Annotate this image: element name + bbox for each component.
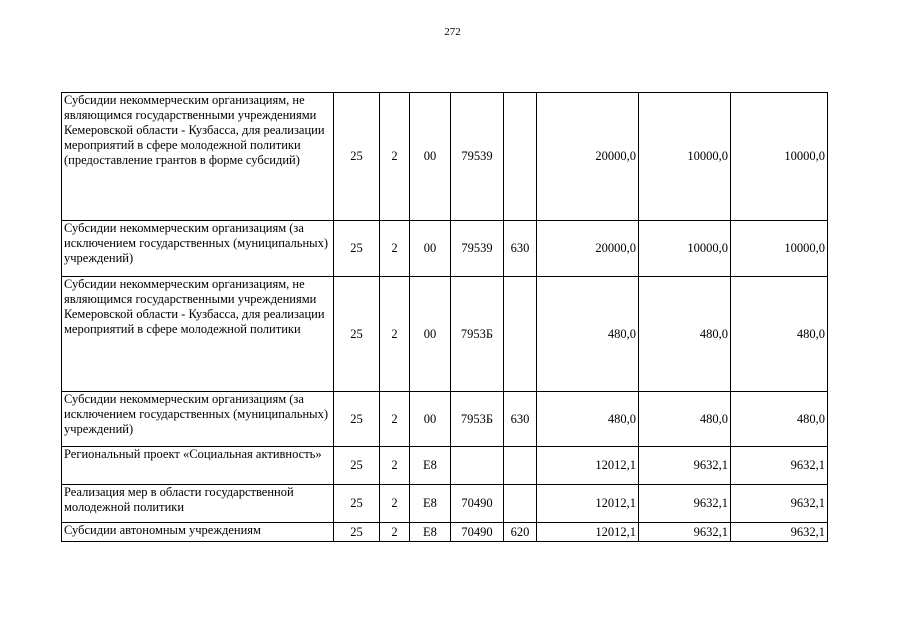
table-row: [62, 93, 828, 221]
table-row: [62, 485, 828, 523]
subprogram-code: 2: [380, 277, 410, 392]
subprogram-code: 2: [380, 485, 410, 523]
program-code: 25: [334, 447, 380, 485]
row-name: Субсидии автономным учреждениям: [62, 523, 334, 542]
program-code: 25: [334, 277, 380, 392]
row-name: Субсидии некоммерческим организациям (за исключением государственных (муниципальных) учреждений): [62, 392, 334, 447]
direction-code: 00: [410, 221, 451, 277]
amount-year-1: 480,0: [537, 392, 639, 447]
direction-code: 00: [410, 93, 451, 221]
direction-code: E8: [410, 485, 451, 523]
expense-type-code: [504, 277, 537, 392]
amount-year-3: 480,0: [731, 277, 828, 392]
direction-code: 00: [410, 277, 451, 392]
table-row: [62, 447, 828, 485]
amount-year-1: 12012,1: [537, 523, 639, 542]
expense-type-code: 630: [504, 392, 537, 447]
amount-year-1: 20000,0: [537, 93, 639, 221]
amount-year-2: 10000,0: [639, 93, 731, 221]
table-row: [62, 523, 828, 542]
amount-year-2: 480,0: [639, 392, 731, 447]
amount-year-3: 9632,1: [731, 523, 828, 542]
direction-code: 00: [410, 392, 451, 447]
subprogram-code: 2: [380, 447, 410, 485]
expense-type-code: 630: [504, 221, 537, 277]
row-name: Субсидии некоммерческим организациям (за исключением государственных (муниципальных) учреждений): [62, 221, 334, 277]
amount-year-1: 12012,1: [537, 447, 639, 485]
direction-code: E8: [410, 447, 451, 485]
expense-code: 7953Б: [451, 392, 504, 447]
row-name: Субсидии некоммерческим организациям, не являющимся государственными учреждениями Кемеровской области - Кузбасса, для реализации мероприятий в сфере молодежной политики (предоставление грантов в форме субсидий): [62, 93, 334, 221]
program-code: 25: [334, 485, 380, 523]
subprogram-code: 2: [380, 221, 410, 277]
page-number: 272: [444, 26, 461, 38]
row-name: Реализация мер в области государственной молодежной политики: [62, 485, 334, 523]
row-name: Региональный проект «Социальная активность»: [62, 447, 334, 485]
program-code: 25: [334, 93, 380, 221]
program-code: 25: [334, 392, 380, 447]
amount-year-1: 20000,0: [537, 221, 639, 277]
expense-code: 7953Б: [451, 277, 504, 392]
subprogram-code: 2: [380, 392, 410, 447]
expense-type-code: [504, 485, 537, 523]
amount-year-2: 9632,1: [639, 485, 731, 523]
expense-code: 79539: [451, 93, 504, 221]
direction-code: E8: [410, 523, 451, 542]
amount-year-2: 9632,1: [639, 447, 731, 485]
expense-code: 70490: [451, 485, 504, 523]
expense-type-code: [504, 93, 537, 221]
amount-year-3: 9632,1: [731, 485, 828, 523]
expense-code: 70490: [451, 523, 504, 542]
table-row: [62, 277, 828, 392]
subprogram-code: 2: [380, 523, 410, 542]
amount-year-1: 12012,1: [537, 485, 639, 523]
amount-year-3: 10000,0: [731, 221, 828, 277]
program-code: 25: [334, 523, 380, 542]
amount-year-3: 480,0: [731, 392, 828, 447]
table-row: [62, 221, 828, 277]
amount-year-1: 480,0: [537, 277, 639, 392]
table-row: [62, 392, 828, 447]
row-name: Субсидии некоммерческим организациям, не являющимся государственными учреждениями Кемеровской области - Кузбасса, для реализации мероприятий в сфере молодежной политики: [62, 277, 334, 392]
expense-type-code: 620: [504, 523, 537, 542]
amount-year-3: 9632,1: [731, 447, 828, 485]
amount-year-2: 480,0: [639, 277, 731, 392]
program-code: 25: [334, 221, 380, 277]
amount-year-3: 10000,0: [731, 93, 828, 221]
expense-code: 79539: [451, 221, 504, 277]
expense-type-code: [504, 447, 537, 485]
expense-code: [451, 447, 504, 485]
amount-year-2: 10000,0: [639, 221, 731, 277]
subprogram-code: 2: [380, 93, 410, 221]
amount-year-2: 9632,1: [639, 523, 731, 542]
budget-table: [61, 92, 828, 542]
